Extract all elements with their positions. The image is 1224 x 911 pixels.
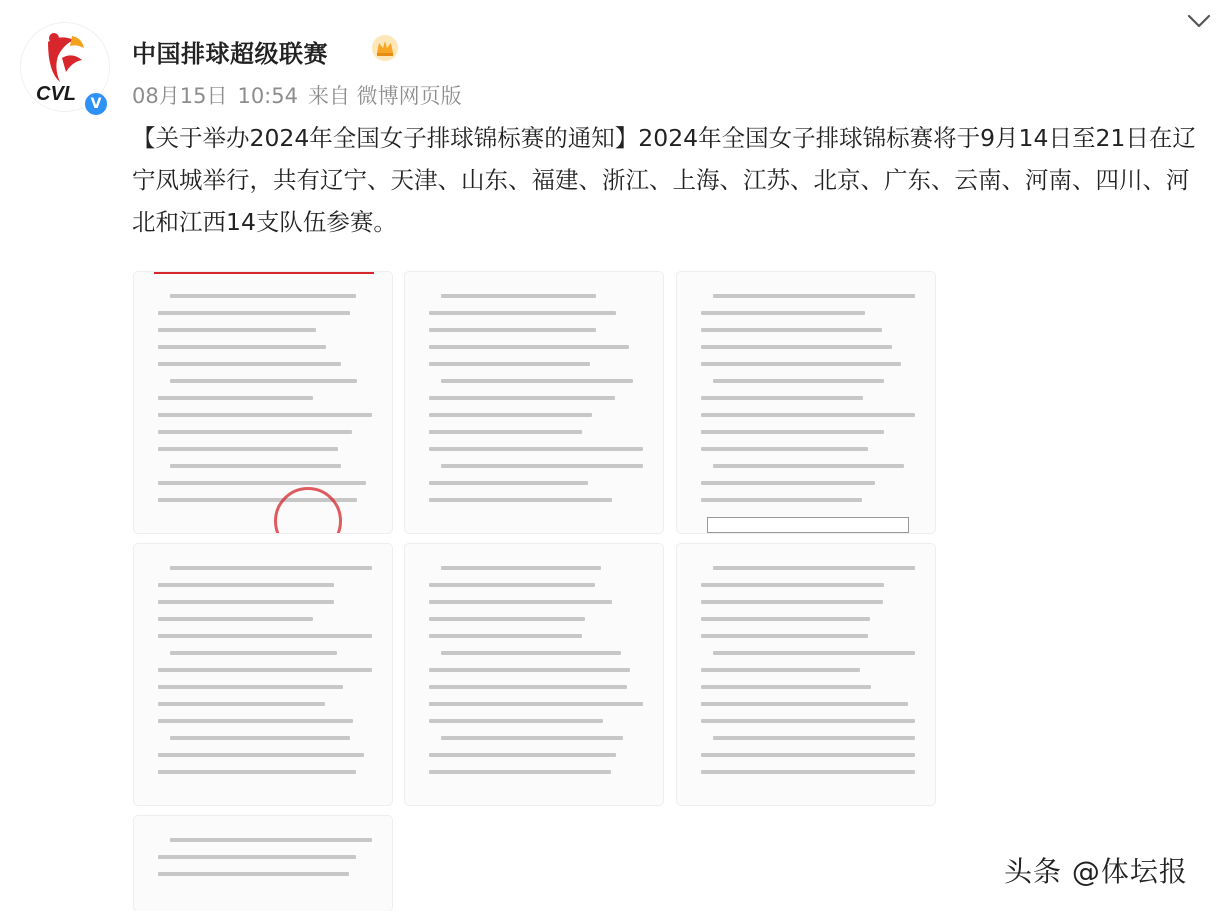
- document-text-line: [441, 464, 643, 468]
- document-text-line: [429, 583, 595, 587]
- document-text-line: [158, 583, 334, 587]
- document-text-line: [429, 481, 588, 485]
- document-text-line: [158, 600, 334, 604]
- chevron-down-icon[interactable]: [1186, 12, 1212, 30]
- document-text-line: [170, 379, 357, 383]
- document-image-7[interactable]: [134, 816, 392, 911]
- document-image-5[interactable]: [405, 544, 663, 805]
- document-text-line: [701, 770, 915, 774]
- document-image-2[interactable]: [405, 272, 663, 533]
- document-text-line: [158, 702, 325, 706]
- document-text-line: [713, 651, 915, 655]
- document-text-line: [441, 566, 601, 570]
- post-meta: [132, 80, 472, 110]
- document-text-line: [429, 328, 596, 332]
- document-text-line: [701, 583, 884, 587]
- document-text-line: [158, 855, 356, 859]
- document-text-line: [170, 294, 356, 298]
- document-text-line: [701, 753, 915, 757]
- document-text-line: [701, 430, 884, 434]
- document-text-line: [429, 753, 616, 757]
- document-text-line: [429, 719, 603, 723]
- document-text-line: [429, 430, 582, 434]
- document-table: [707, 517, 909, 533]
- document-text-line: [170, 838, 372, 842]
- document-text-line: [701, 362, 901, 366]
- document-text-line: [701, 311, 865, 315]
- post-source[interactable]: 来自 微博网页版: [307, 84, 462, 108]
- post-date: 08月15日: [132, 84, 228, 108]
- document-text-line: [158, 447, 338, 451]
- document-text-line: [441, 651, 621, 655]
- document-text-line: [701, 719, 915, 723]
- document-text-line: [158, 753, 364, 757]
- document-text-line: [713, 566, 915, 570]
- document-text-line: [701, 668, 860, 672]
- document-text-line: [701, 396, 863, 400]
- document-text-line: [158, 617, 313, 621]
- document-text-line: [429, 685, 627, 689]
- document-text-line: [429, 702, 643, 706]
- document-text-line: [441, 294, 596, 298]
- red-seal-stamp: [274, 487, 342, 533]
- document-text-line: [701, 498, 862, 502]
- document-text-line: [158, 345, 326, 349]
- document-text-line: [158, 685, 343, 689]
- document-text-line: [429, 413, 592, 417]
- document-text-line: [170, 464, 341, 468]
- document-text-line: [701, 634, 868, 638]
- document-text-line: [170, 651, 337, 655]
- document-text-line: [441, 379, 633, 383]
- document-text-line: [713, 379, 884, 383]
- post-time: 10:54: [237, 84, 298, 108]
- document-text-line: [429, 396, 615, 400]
- document-text-line: [158, 311, 350, 315]
- crown-icon[interactable]: [370, 33, 400, 63]
- document-text-line: [429, 311, 616, 315]
- document-text-line: [158, 328, 316, 332]
- document-header-rule: [154, 272, 374, 274]
- document-text-line: [158, 634, 372, 638]
- document-text-line: [158, 481, 366, 485]
- document-text-line: [429, 617, 585, 621]
- document-text-line: [158, 396, 313, 400]
- document-text-line: [713, 736, 915, 740]
- document-text-line: [429, 498, 612, 502]
- document-text-line: [701, 600, 883, 604]
- document-text-line: [701, 345, 892, 349]
- document-text-line: [158, 413, 372, 417]
- document-text-line: [158, 719, 353, 723]
- document-text-line: [713, 464, 904, 468]
- document-text-line: [701, 481, 875, 485]
- document-text-line: [429, 770, 611, 774]
- document-text-line: [170, 566, 372, 570]
- document-text-line: [701, 328, 882, 332]
- document-text-line: [429, 345, 629, 349]
- document-image-1[interactable]: [134, 272, 392, 533]
- document-text-line: [701, 685, 871, 689]
- document-text-line: [701, 702, 908, 706]
- document-text-line: [429, 447, 643, 451]
- document-text-line: [158, 872, 349, 876]
- document-text-line: [170, 736, 350, 740]
- logo-text: CVL: [36, 83, 76, 105]
- document-text-line: [429, 362, 590, 366]
- post-text: 【关于举办2024年全国女子排球锦标赛的通知】2024年全国女子排球锦标赛将于9月14日至21日在辽宁凤城举行，共有辽宁、天津、山东、福建、浙江、上海、江苏、北京、广东、云南、河南、四川、河北和江西14支队伍参赛。: [132, 124, 1196, 236]
- document-text-line: [701, 617, 870, 621]
- account-name[interactable]: 中国排球超级联赛: [132, 40, 328, 68]
- document-text-line: [701, 413, 915, 417]
- document-text-line: [701, 447, 868, 451]
- document-text-line: [441, 736, 623, 740]
- document-image-6[interactable]: [677, 544, 935, 805]
- document-text-line: [429, 634, 582, 638]
- document-text-line: [429, 600, 612, 604]
- document-text-line: [158, 770, 356, 774]
- document-text-line: [158, 668, 372, 672]
- document-text-line: [713, 294, 915, 298]
- verified-icon: V: [83, 91, 109, 117]
- watermark: 头条 @体坛报: [1004, 855, 1188, 888]
- document-text-line: [158, 362, 341, 366]
- document-image-4[interactable]: [134, 544, 392, 805]
- document-text-line: [158, 430, 352, 434]
- document-image-3[interactable]: [677, 272, 935, 533]
- document-text-line: [429, 668, 630, 672]
